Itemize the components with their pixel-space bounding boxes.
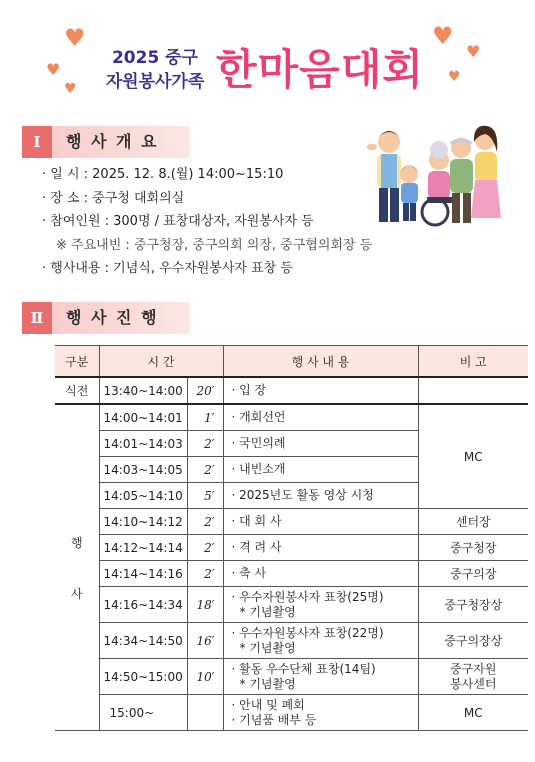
header-time: 시 간 xyxy=(99,346,223,378)
section-number: Ⅱ xyxy=(22,302,52,334)
row-content-main: · 우수자원봉사자 표창(22명) xyxy=(231,625,384,640)
row-note: MC xyxy=(418,695,528,731)
heart-icon: ♥ xyxy=(448,69,461,85)
row-time: 15:00~ xyxy=(99,695,187,731)
row-content: · 격 려 사 xyxy=(223,535,418,561)
row-duration: 10′ xyxy=(187,659,223,695)
section-overview-header xyxy=(22,126,190,158)
row-note xyxy=(418,659,528,695)
row-content-sub: · 기념품 배부 등 xyxy=(231,712,317,727)
table-row xyxy=(55,377,528,404)
row-duration: 16′ xyxy=(187,623,223,659)
page-title: 한마음대회 xyxy=(216,45,424,94)
row-duration: 2′ xyxy=(187,509,223,535)
table-row xyxy=(55,535,528,561)
table-row xyxy=(55,509,528,535)
row-note: 중구의장 xyxy=(418,561,528,587)
row-duration: 1′ xyxy=(187,404,223,431)
row-time: 14:50~15:00 xyxy=(99,659,187,695)
row-time: 14:14~14:16 xyxy=(99,561,187,587)
table-row xyxy=(55,695,528,731)
row-content: · 내빈소개 xyxy=(223,457,418,483)
row-content-sub: * 기념촬영 xyxy=(239,640,296,655)
heart-icon: ♥ xyxy=(46,60,61,79)
category-main-char: 행 xyxy=(70,535,83,550)
table-row xyxy=(55,623,528,659)
row-time: 14:05~14:10 xyxy=(99,483,187,509)
header-category: 구분 xyxy=(55,346,99,378)
row-content xyxy=(223,623,418,659)
row-note-line: 봉사센터 xyxy=(450,676,497,691)
row-note-line: 중구자원 xyxy=(450,661,497,676)
row-content: · 대 회 사 xyxy=(223,509,418,535)
row-note: MC xyxy=(418,404,528,509)
row-content: · 국민의례 xyxy=(223,431,418,457)
row-duration: 2′ xyxy=(187,561,223,587)
title-year-line: 2025 중구 xyxy=(111,48,199,68)
row-duration xyxy=(187,695,223,731)
section-title: 행 사 진 행 xyxy=(66,308,159,327)
row-duration: 2′ xyxy=(187,535,223,561)
table-row xyxy=(55,404,528,431)
row-content xyxy=(223,659,418,695)
heart-icon: ♥ xyxy=(466,42,481,61)
title-group-line: 자원봉사가족 xyxy=(105,72,205,92)
row-time: 14:12~14:14 xyxy=(99,535,187,561)
row-content: · 2025년도 활동 영상 시청 xyxy=(223,483,418,509)
row-content xyxy=(223,587,418,623)
category-main-char: 사 xyxy=(70,586,83,601)
row-duration: 20′ xyxy=(187,377,223,404)
row-time: 14:01~14:03 xyxy=(99,431,187,457)
table-row xyxy=(55,587,528,623)
overview-guests: ※ 주요내빈 : 중구청장, 중구의회 의장, 중구협의회장 등 xyxy=(56,237,373,253)
table-row xyxy=(55,659,528,695)
overview-date: · 일 시 : 2025. 12. 8.(월) 14:00~15:10 xyxy=(42,167,284,182)
row-duration: 18′ xyxy=(187,587,223,623)
row-duration: 2′ xyxy=(187,431,223,457)
row-time: 14:16~14:34 xyxy=(99,587,187,623)
row-content xyxy=(223,695,418,731)
row-note: 중구의장상 xyxy=(418,623,528,659)
row-note: 중구청장상 xyxy=(418,587,528,623)
heart-icon: ♥ xyxy=(64,81,77,97)
row-time: 14:10~14:12 xyxy=(99,509,187,535)
row-note: 중구청장 xyxy=(418,535,528,561)
row-content-sub: * 기념촬영 xyxy=(239,604,296,619)
row-time: 14:34~14:50 xyxy=(99,623,187,659)
row-content: · 입 장 xyxy=(223,377,418,404)
row-content-sub: * 기념촬영 xyxy=(239,676,296,691)
row-content-main: · 활동 우수단체 표창(14팀) xyxy=(231,661,376,676)
table-header-row xyxy=(55,346,528,378)
row-content: · 개회선언 xyxy=(223,404,418,431)
header-note: 비 고 xyxy=(418,346,528,378)
family-illustration xyxy=(365,122,505,228)
row-duration: 2′ xyxy=(187,457,223,483)
row-content-main: · 안내 및 폐회 xyxy=(231,697,305,712)
row-time: 13:40~14:00 xyxy=(99,377,187,404)
section-title: 행 사 개 요 xyxy=(66,132,159,151)
overview-content: · 행사내용 : 기념식, 우수자원봉사자 표창 등 xyxy=(42,261,293,276)
row-note xyxy=(418,377,528,404)
header-content: 행 사 내 용 xyxy=(223,346,418,378)
category-main xyxy=(55,404,99,731)
row-time: 14:03~14:05 xyxy=(99,457,187,483)
overview-list xyxy=(42,163,372,281)
section-program-header xyxy=(22,302,190,334)
overview-attendees: · 참여인원 : 300명 / 표창대상자, 자원봉사자 등 xyxy=(42,214,314,229)
event-subtitle xyxy=(90,46,220,94)
category-pre: 식전 xyxy=(55,377,99,404)
row-content-main: · 우수자원봉사자 표창(25명) xyxy=(231,589,384,604)
section-number: Ⅰ xyxy=(22,126,52,158)
overview-place: · 장 소 : 중구청 대회의실 xyxy=(42,190,185,206)
program-table xyxy=(55,345,528,731)
row-content: · 축 사 xyxy=(223,561,418,587)
row-time: 14:00~14:01 xyxy=(99,404,187,431)
heart-icon: ♥ xyxy=(64,24,86,52)
row-duration: 5′ xyxy=(187,483,223,509)
heart-icon: ♥ xyxy=(432,22,454,50)
row-note: 센터장 xyxy=(418,509,528,535)
table-row xyxy=(55,561,528,587)
